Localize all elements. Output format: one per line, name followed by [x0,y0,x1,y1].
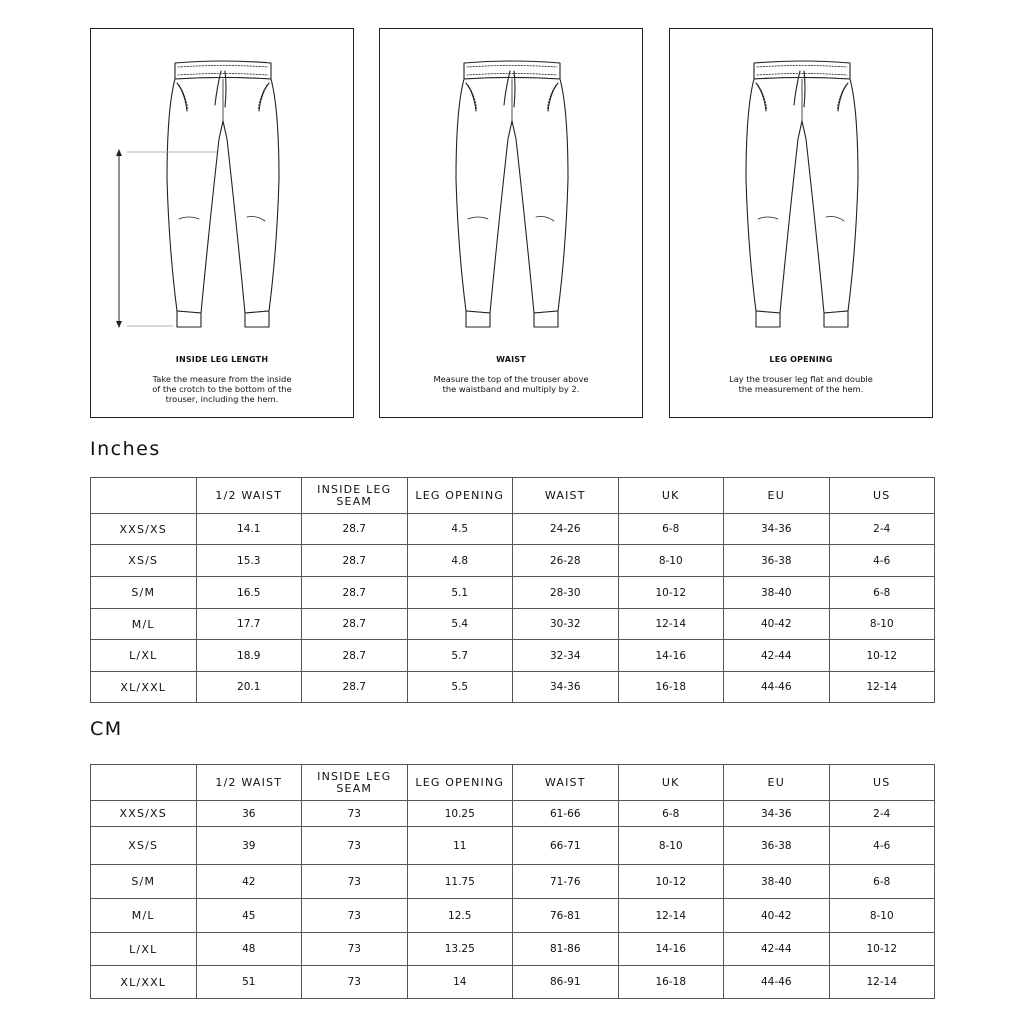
header-cell: UK [618,765,724,801]
table-cell: 12-14 [618,899,724,933]
table-cell: 14-16 [618,933,724,966]
table-cell: 48 [196,933,302,966]
table-cell: 8-10 [829,609,935,640]
table-cell: 5.4 [407,609,513,640]
table-cell: 42-44 [724,640,830,672]
table-cell: 18.9 [196,640,302,672]
size-table-cm [90,764,935,999]
header-cell: WAIST [513,478,619,514]
table-cell: 34-36 [513,672,619,703]
table-row [91,640,935,672]
header-cell: 1/2 WAIST [196,765,302,801]
size-label: M/L [91,609,197,640]
trouser-illustration-icon [670,29,934,349]
table-cell: 8-10 [618,545,724,577]
table-cell: 40-42 [724,899,830,933]
size-label: XL/XXL [91,672,197,703]
size-label: XXS/XS [91,801,197,827]
table-cell: 14 [407,966,513,999]
table-cell: 8-10 [829,899,935,933]
trouser-illustration-icon [380,29,644,349]
table-cell: 2-4 [829,801,935,827]
table-cell: 10-12 [829,933,935,966]
table-cell: 12.5 [407,899,513,933]
table-cell: 61-66 [513,801,619,827]
table-cell: 14-16 [618,640,724,672]
size-label: XL/XXL [91,966,197,999]
table-cell: 73 [302,865,408,899]
table-cell: 32-34 [513,640,619,672]
table-cell: 73 [302,801,408,827]
table-cell: 12-14 [829,672,935,703]
size-label: S/M [91,577,197,609]
table-cell: 38-40 [724,865,830,899]
size-label: XS/S [91,545,197,577]
table-cell: 12-14 [829,966,935,999]
header-cell [91,478,197,514]
header-cell: UK [618,478,724,514]
table-cell: 10-12 [618,577,724,609]
table-cell: 6-8 [618,801,724,827]
table-cell: 10.25 [407,801,513,827]
table-cell: 28.7 [302,577,408,609]
table-cell: 15.3 [196,545,302,577]
table-cell: 10-12 [829,640,935,672]
header-cell: US [829,765,935,801]
table-cell: 4-6 [829,827,935,865]
table-row [91,899,935,933]
table-row [91,545,935,577]
header-cell [91,765,197,801]
table-cell: 24-26 [513,514,619,545]
table-cell: 51 [196,966,302,999]
measure-card-inside-leg [90,28,354,418]
table-cell: 81-86 [513,933,619,966]
table-cell: 73 [302,933,408,966]
size-label: M/L [91,899,197,933]
table-cell: 28-30 [513,577,619,609]
table-cell: 34-36 [724,801,830,827]
table-cell: 6-8 [618,514,724,545]
table-cell: 10-12 [618,865,724,899]
table-cell: 40-42 [724,609,830,640]
section-title-inches: Inches [90,438,161,460]
table-cell: 4.8 [407,545,513,577]
table-cell: 4.5 [407,514,513,545]
table-row [91,801,935,827]
table-cell: 14.1 [196,514,302,545]
table-header-row [91,765,935,801]
table-cell: 30-32 [513,609,619,640]
table-row [91,514,935,545]
size-table-inches [90,477,935,703]
table-cell: 36-38 [724,545,830,577]
table-cell: 26-28 [513,545,619,577]
size-label: L/XL [91,933,197,966]
header-cell: EU [724,478,830,514]
table-cell: 4-6 [829,545,935,577]
table-cell: 28.7 [302,609,408,640]
table-cell: 8-10 [618,827,724,865]
table-cell: 45 [196,899,302,933]
table-cell: 28.7 [302,672,408,703]
table-cell: 16-18 [618,966,724,999]
card-description: Lay the trouser leg flat and double the measurement of the hem. [729,374,873,394]
table-cell: 34-36 [724,514,830,545]
table-cell: 28.7 [302,640,408,672]
card-description: Take the measure from the inside of the crotch to the bottom of the trouser, including the hem. [152,374,292,404]
table-row [91,865,935,899]
size-label: XS/S [91,827,197,865]
header-cell: LEG OPENING [407,765,513,801]
table-cell: 44-46 [724,672,830,703]
table-cell: 73 [302,827,408,865]
header-cell: US [829,478,935,514]
table-cell: 66-71 [513,827,619,865]
size-label: S/M [91,865,197,899]
table-cell: 36 [196,801,302,827]
table-cell: 12-14 [618,609,724,640]
table-cell: 44-46 [724,966,830,999]
table-cell: 71-76 [513,865,619,899]
table-cell: 38-40 [724,577,830,609]
table-cell: 6-8 [829,865,935,899]
table-cell: 28.7 [302,514,408,545]
table-cell: 20.1 [196,672,302,703]
table-cell: 5.7 [407,640,513,672]
card-title: WAIST [496,355,526,364]
table-cell: 2-4 [829,514,935,545]
table-row [91,672,935,703]
table-cell: 11.75 [407,865,513,899]
section-title-cm: CM [90,718,123,740]
table-cell: 73 [302,899,408,933]
card-description: Measure the top of the trouser above the waistband and multiply by 2. [433,374,589,394]
table-cell: 5.5 [407,672,513,703]
header-cell: INSIDE LEG SEAM [302,478,408,514]
table-cell: 39 [196,827,302,865]
table-header-row [91,478,935,514]
table-cell: 5.1 [407,577,513,609]
table-cell: 6-8 [829,577,935,609]
header-cell: LEG OPENING [407,478,513,514]
table-row [91,933,935,966]
table-cell: 28.7 [302,545,408,577]
table-cell: 73 [302,966,408,999]
table-cell: 86-91 [513,966,619,999]
table-cell: 16-18 [618,672,724,703]
table-cell: 42 [196,865,302,899]
trouser-illustration-icon [91,29,355,349]
table-row [91,966,935,999]
table-cell: 42-44 [724,933,830,966]
table-cell: 17.7 [196,609,302,640]
table-row [91,609,935,640]
table-cell: 76-81 [513,899,619,933]
table-cell: 11 [407,827,513,865]
header-cell: 1/2 WAIST [196,478,302,514]
table-cell: 13.25 [407,933,513,966]
header-cell: INSIDE LEG SEAM [302,765,408,801]
header-cell: WAIST [513,765,619,801]
measure-card-waist [379,28,643,418]
size-label: XXS/XS [91,514,197,545]
table-cell: 16.5 [196,577,302,609]
header-cell: EU [724,765,830,801]
card-title: INSIDE LEG LENGTH [175,355,269,364]
size-label: L/XL [91,640,197,672]
table-row [91,577,935,609]
table-cell: 36-38 [724,827,830,865]
card-title: LEG OPENING [769,355,833,364]
table-row [91,827,935,865]
measure-card-leg-opening [669,28,933,418]
